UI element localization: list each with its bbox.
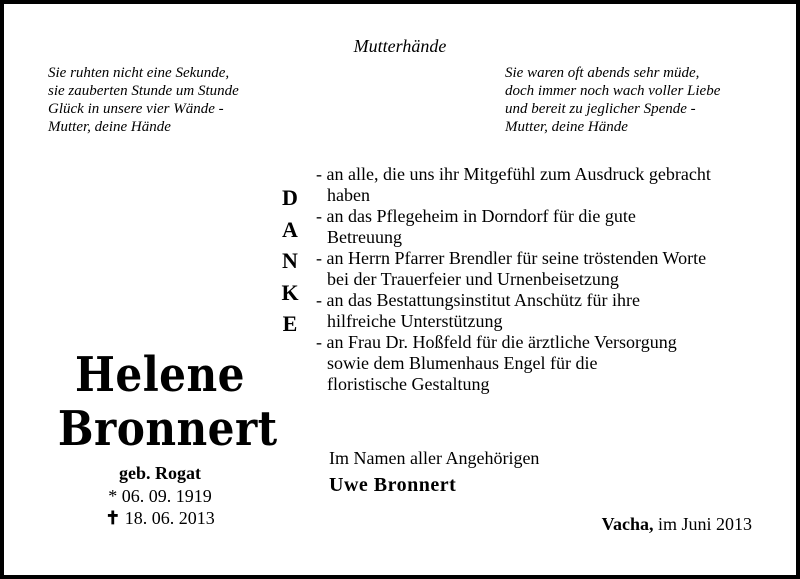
thanks-item [316, 332, 776, 395]
thanks-line: - an Herrn Pfarrer Brendler für seine tröstenden Worte [316, 248, 707, 268]
danke-acrostic [278, 182, 302, 340]
danke-letter: A [282, 216, 298, 242]
birth-star-icon: * [108, 486, 118, 506]
thanks-line: floristische Gestaltung [327, 374, 490, 394]
date: im Juni 2013 [657, 514, 752, 534]
thanks-line: haben [327, 185, 370, 205]
thanks-line: Betreuung [327, 227, 402, 247]
thanks-list [316, 164, 776, 395]
danke-letter: E [282, 311, 298, 336]
poem-line: Sie waren oft abends sehr müde, [505, 65, 700, 81]
poem-line: doch immer noch wach voller Liebe [505, 83, 721, 99]
deceased-block [44, 348, 276, 529]
thanks-line: - an alle, die uns ihr Mitgefühl zum Ausdruck gebracht [316, 164, 711, 184]
deceased-first-name: Helene [75, 347, 245, 403]
thanks-item [316, 206, 776, 248]
signature-intro: Im Namen aller Angehörigen [329, 448, 540, 468]
signature-name: Uwe Bronnert [329, 474, 457, 496]
death-date-line [44, 507, 276, 529]
cross-icon: ✝ [105, 508, 121, 528]
place-date [602, 514, 752, 535]
thanks-line: hilfreiche Unterstützung [327, 311, 503, 331]
thanks-line: - an Frau Dr. Hoßfeld für die ärztliche Versorgung [316, 332, 677, 352]
poem-line: Mutter, deine Hände [48, 119, 171, 135]
deceased-last-name: Bronnert [57, 401, 278, 457]
thanks-line: - an das Bestattungsinstitut Anschütz für ihre [316, 290, 640, 310]
poem-stanza-right [505, 64, 720, 136]
poem-line: und bereit zu jeglicher Spende - [505, 101, 696, 117]
thanks-item [316, 248, 776, 290]
death-date: 18. 06. 2013 [124, 508, 215, 528]
poem-stanza-left [48, 64, 239, 136]
poem-line: Glück in unsere vier Wände - [48, 101, 224, 117]
poem-line: Sie ruhten nicht eine Sekunde, [48, 65, 230, 81]
birth-date-line [44, 485, 276, 507]
thanks-line: bei der Trauerfeier und Urnenbeisetzung [327, 269, 619, 289]
danke-letter: K [281, 279, 299, 305]
thanks-line: - an das Pflegeheim in Dorndorf für die gute [316, 206, 636, 226]
thanks-item [316, 290, 776, 332]
danke-letter: N [282, 248, 298, 273]
poem-line: Mutter, deine Hände [505, 119, 628, 135]
poem-line: sie zauberten Stunde um Stunde [48, 83, 239, 99]
thanks-item [316, 164, 776, 206]
birth-name: geb. Rogat [119, 463, 201, 483]
birth-date: 06. 09. 1919 [121, 486, 212, 506]
poem-title: Mutterhände [353, 36, 447, 56]
thanks-line: sowie dem Blumenhaus Engel für die [327, 353, 598, 373]
place: Vacha, [601, 514, 654, 534]
danke-letter: D [282, 185, 298, 210]
